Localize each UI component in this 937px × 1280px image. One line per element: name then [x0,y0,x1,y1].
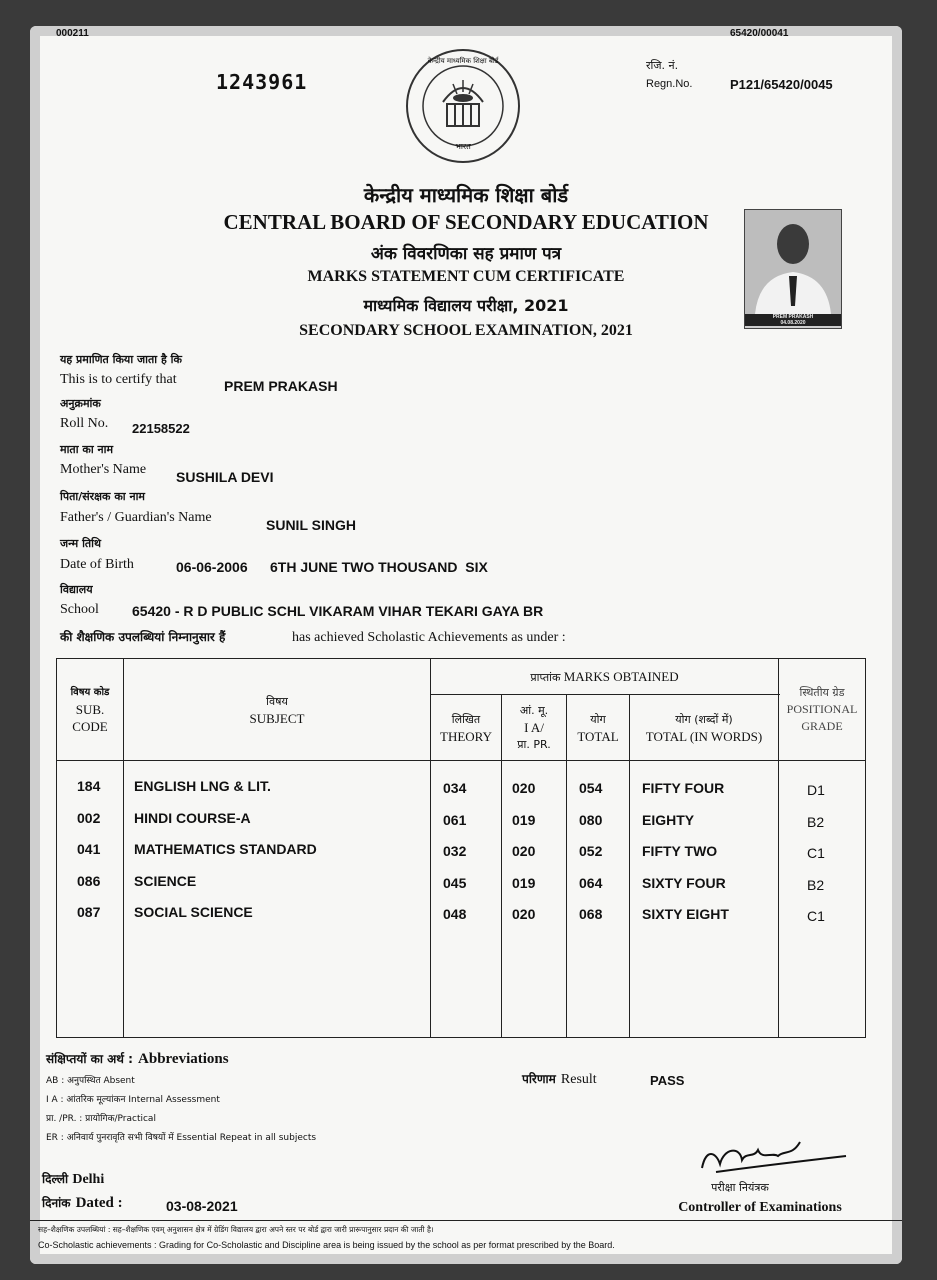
father-hindi: पिता/संरक्षक का नाम [60,490,145,503]
total-marks: 054 [579,780,603,796]
place-hindi: दिल्ली Delhi [42,1172,105,1187]
footer-note: Co-Scholastic achievements : Grading for Co-Scholastic and Discipline area is being issued by the school as per format prescribed by the Board. [38,1240,615,1250]
col-header-marks: प्राप्तांक MARKS OBTAINED [431,659,779,695]
footer-note-hindi: सह–शैक्षणिक उपलब्धियां : सह–शैक्षणिक एवम् अनुशासन क्षेत्र में ग्रेडिंग विद्यालय द्वारा अपने स्तर पर बोर्ड द्वारा जारी प्रारूपानुसार प्रदान की जाती है। [38,1225,434,1234]
ia-marks: 020 [512,780,536,796]
subject-name: MATHEMATICS STANDARD [134,841,317,858]
positional-grade: C1 [807,845,825,862]
subject-name: ENGLISH LNG & LIT. [134,778,271,794]
exam-title-hindi: माध्यमिक विद्यालय परीक्षा, 2021 [363,296,569,315]
school-label: School [60,602,99,617]
controller-signature [696,1128,856,1188]
result-value: PASS [650,1073,685,1088]
ia-marks: 019 [512,874,536,891]
top-right-code: 65420/00041 [730,28,789,39]
student-portrait-icon [745,210,841,314]
theory-marks: 045 [443,874,467,891]
father-name: SUNIL SINGH [266,517,356,533]
ia-column [502,761,567,1038]
total-marks: 080 [579,811,603,828]
regn-label: Regn.No. [646,78,693,90]
theory-marks: 061 [443,811,467,828]
abbreviations-title: संक्षिप्तयों का अर्थ : Abbreviations [46,1051,229,1067]
controller-hindi: परीक्षा नियंत्रक [711,1181,769,1194]
positional-grade: B2 [807,876,825,893]
positional-grade: C1 [807,908,825,925]
result-label: परिणाम Result [522,1072,597,1087]
roll-number: 22158522 [132,421,190,436]
signature-icon [696,1128,856,1188]
student-photo [744,209,842,329]
mother-hindi: माता का नाम [60,443,114,456]
photo-caption-name: PREM PRAKASH [745,314,841,320]
subject-name: SCIENCE [134,872,197,889]
abbreviation-item: प्रा. /PR. : प्रायोगिक/Practical [46,1114,156,1124]
abbreviation-item: I A : आंतरिक मूल्यांकन Internal Assessment [46,1095,220,1105]
doc-title: MARKS STATEMENT CUM CERTIFICATE [307,268,625,285]
exam-title: SECONDARY SCHOOL EXAMINATION, 2021 [299,322,633,339]
emblem-top-text: केन्द्रीय माध्यमिक शिक्षा बोर्ड [427,57,499,65]
col-header-ia: आं. मू. I A/ प्रा. PR. [502,695,567,761]
regn-hindi-label: रजि. नं. [646,59,679,72]
top-left-code: 000211 [56,28,89,39]
subject-code: 086 [77,872,101,889]
dob-words: 6TH JUNE TWO THOUSAND SIX [270,559,488,575]
ia-marks: 020 [512,906,536,923]
subject-code: 002 [77,809,101,826]
col-header-grade: स्थितीय ग्रेड POSITIONAL GRADE [779,659,866,761]
total-in-words: EIGHTY [642,811,695,828]
ia-marks: 020 [512,843,536,860]
col-header-code: विषय कोड SUB. CODE [57,659,124,761]
total-in-words: SIXTY FOUR [642,874,726,891]
achieved-label: has achieved Scholastic Achievements as under : [292,630,566,645]
subject-code: 184 [77,778,101,794]
theory-marks: 032 [443,843,467,860]
dob-label: Date of Birth [60,557,134,572]
board-name-hindi: केन्द्रीय माध्यमिक शिक्षा बोर्ड [363,183,569,207]
roll-label: Roll No. [60,416,109,431]
achieved-hindi: की शैक्षणिक उपलब्धियां निम्नानुसार हैं [60,630,226,644]
doc-title-hindi: अंक विवरणिका सह प्रमाण पत्र [370,244,562,264]
theory-marks: 048 [443,906,467,923]
certify-label: This is to certify that [60,372,177,387]
total-in-words: SIXTY EIGHT [642,906,729,923]
father-label: Father's / Guardian's Name [60,510,212,525]
serial-number: 1243961 [216,70,308,94]
emblem-bottom-text: भारत [455,142,471,151]
abbreviation-item: ER : अनिवार्य पुनरावृति सभी विषयों में Essential Repeat in all subjects [46,1133,317,1143]
marks-certificate [30,26,902,1264]
total-column [567,761,630,1038]
abbreviation-item: AB : अनुपस्थित Absent [46,1076,135,1086]
ia-marks: 019 [512,811,536,828]
roll-hindi: अनुक्रमांक [60,397,101,410]
cbse-emblem [403,46,523,166]
board-name: CENTRAL BOARD OF SECONDARY EDUCATION [223,210,709,234]
subject-code: 041 [77,841,101,858]
total-in-words: FIFTY FOUR [642,780,725,796]
dated-value: 03-08-2021 [166,1198,238,1214]
positional-grade: B2 [807,813,825,830]
abbreviations-list [46,1072,316,1148]
subject-name: HINDI COURSE-A [134,809,251,826]
total-marks: 068 [579,906,603,923]
regn-number: P121/65420/0045 [730,77,833,92]
photo-caption-date: 04.08.2020 [745,320,841,326]
school-name: 65420 - R D PUBLIC SCHL VIKARAM VIHAR TEKARI GAYA BR [132,603,544,619]
student-name: PREM PRAKASH [224,378,338,394]
subject-code: 087 [77,904,101,921]
grade-column [779,761,866,1038]
theory-column [431,761,502,1038]
positional-grade: D1 [807,782,825,798]
dob-value: 06-06-2006 [176,559,248,575]
total-marks: 064 [579,874,603,891]
mother-name: SUSHILA DEVI [176,469,274,485]
words-column [630,761,779,1038]
theory-marks: 034 [443,780,467,796]
dated-label: दिनांक Dated : [42,1195,123,1211]
col-header-subject: विषय SUBJECT [124,659,431,761]
footer-divider [30,1220,902,1221]
col-header-total: योग TOTAL [567,695,630,761]
controller-title: Controller of Examinations [678,1200,842,1215]
col-header-words: योग (शब्दों में) TOTAL (IN WORDS) [630,695,779,761]
codes-column [57,761,124,1038]
marks-table [56,658,866,1038]
dob-hindi: जन्म तिथि [60,537,102,550]
certify-hindi: यह प्रमाणित किया जाता है कि [60,353,182,366]
total-in-words: FIFTY TWO [642,843,718,860]
school-hindi: विद्यालय [60,583,93,596]
mother-label: Mother's Name [60,462,147,477]
subject-name: SOCIAL SCIENCE [134,904,253,921]
col-header-theory: लिखित THEORY [431,695,502,761]
total-marks: 052 [579,843,603,860]
subjects-column [124,761,431,1038]
